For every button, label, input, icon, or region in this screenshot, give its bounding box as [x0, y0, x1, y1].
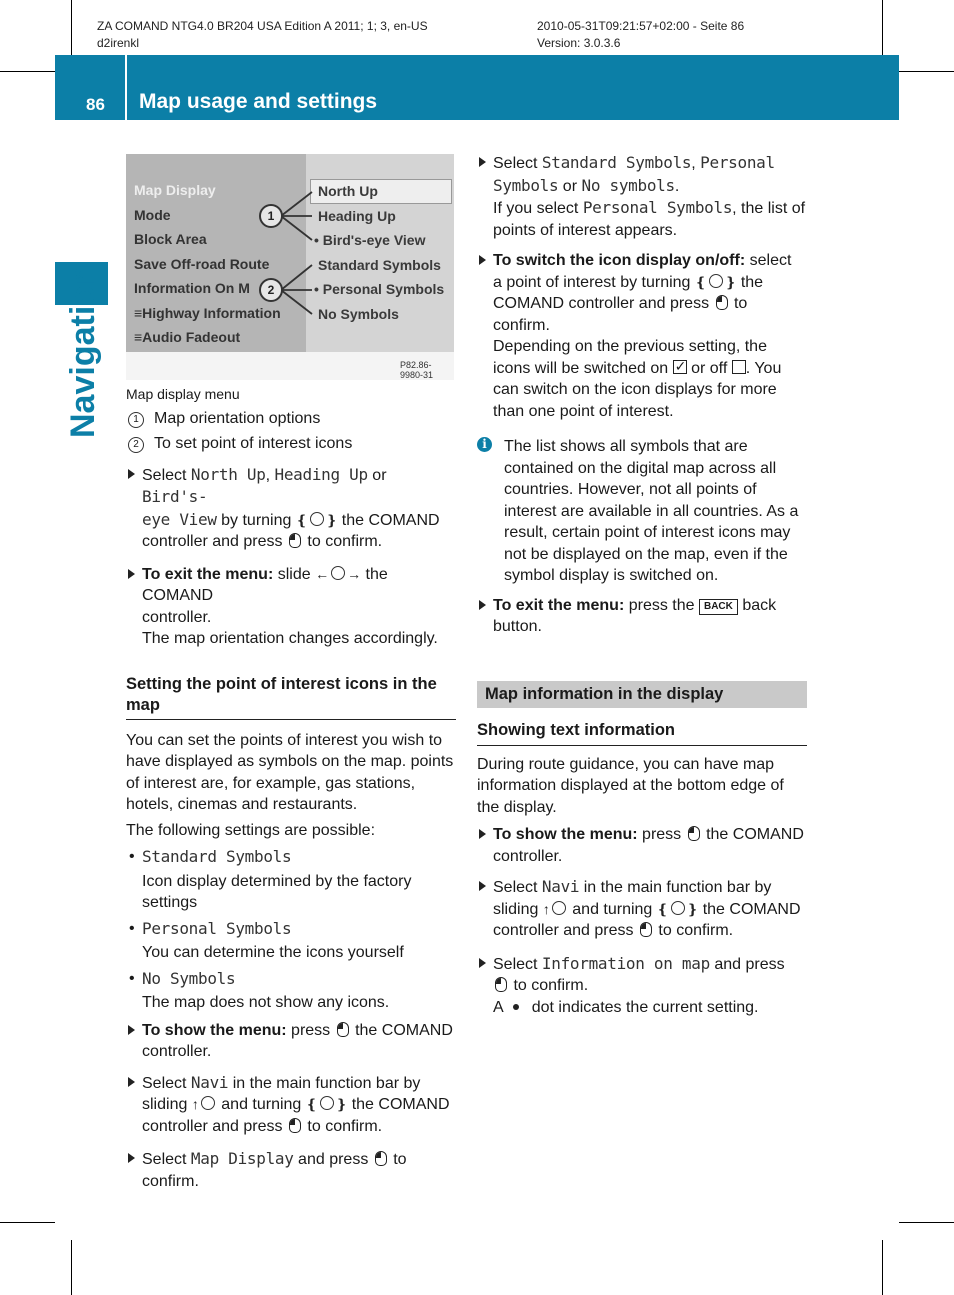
turn-controller-icon: ❴ ❵ — [694, 273, 737, 290]
option-code: Symbols — [493, 175, 559, 195]
text: Depending on the previous setting, the — [493, 338, 767, 355]
screenshot-option: • Personal Symbols — [314, 281, 445, 297]
text: COMAND controller and press — [493, 295, 710, 312]
press-controller-icon — [688, 826, 700, 841]
legend-number: 2 — [128, 437, 144, 453]
option-item — [126, 968, 456, 1014]
text: controller. — [142, 608, 212, 626]
text: to — [393, 1151, 407, 1168]
option-desc: You can determine the icons yourself — [142, 944, 404, 961]
text: confirm. — [142, 1172, 199, 1190]
legend-text: To set point of interest icons — [154, 435, 353, 452]
text: Select — [493, 955, 538, 973]
screenshot-menu-item: Map Display — [134, 182, 216, 198]
meta-line: Version: 3.0.3.6 — [537, 36, 621, 50]
crop-mark — [899, 1222, 954, 1223]
screenshot-option: No Symbols — [318, 306, 399, 322]
text: can switch on the icon displays for more — [493, 381, 777, 398]
text: and press — [714, 955, 785, 973]
paragraph: During route guidance, you can have map information displayed at the bottom edge of the display. — [477, 755, 784, 816]
text: . You — [745, 359, 782, 377]
screenshot-option: North Up — [318, 183, 378, 199]
option-code: Standard Symbols — [541, 153, 692, 172]
step-label: To exit the menu: — [493, 596, 625, 614]
press-controller-icon — [716, 295, 728, 310]
text: button. — [493, 618, 542, 635]
crop-mark — [899, 71, 954, 72]
print-meta-right — [537, 18, 744, 52]
option-code: Information on map — [541, 953, 710, 973]
text: or — [372, 466, 387, 484]
step — [477, 250, 807, 422]
legend-number: 1 — [128, 412, 144, 428]
option-name: • No Symbols — [142, 968, 236, 988]
legend-item — [126, 408, 456, 430]
crop-mark — [0, 71, 55, 72]
back-button-icon: BACK — [699, 599, 738, 615]
screenshot-menu-item: Block Area — [134, 231, 207, 247]
step — [477, 824, 807, 867]
text: controller. — [142, 1043, 212, 1060]
text: The map orientation changes accordingly. — [142, 630, 438, 647]
text: , the list of — [732, 200, 806, 217]
option-code: Navi — [541, 877, 580, 896]
crop-mark — [71, 1240, 72, 1295]
press-controller-icon — [289, 1118, 301, 1133]
text: by turning — [221, 511, 292, 529]
text: to confirm. — [658, 922, 734, 939]
callout-2: 2 — [259, 278, 283, 302]
text: the — [740, 273, 764, 291]
checkbox-checked-icon — [673, 360, 687, 374]
text: Select — [142, 466, 187, 484]
text: the COMAND — [341, 511, 440, 529]
text: If you select — [493, 200, 579, 217]
text: . — [674, 177, 680, 195]
press-controller-icon — [337, 1022, 349, 1037]
text: and turning — [221, 1096, 302, 1113]
screenshot-menu-item: ≡Highway Information — [134, 305, 281, 321]
press-controller-icon — [289, 533, 301, 548]
paragraph: The following settings are possible: — [126, 821, 376, 839]
step — [126, 464, 456, 553]
paragraph: You can set the points of interest you wish to have displayed as symbols on the map. points of interest are, for example, gas stations, hotels, cinemas and restaurants. — [126, 731, 454, 813]
text: in the main function bar by — [232, 1074, 421, 1092]
option-code: Personal — [700, 153, 775, 172]
option-item — [126, 846, 456, 914]
step-label: To show the menu: — [493, 826, 638, 843]
slide-up-controller-icon: ↑ — [543, 899, 568, 921]
step-label: To switch the icon display on/off: — [493, 252, 746, 269]
text: dot indicates the current setting. — [531, 998, 759, 1016]
option-desc: Icon display determined by the factory settings — [142, 872, 412, 911]
text: controller and press — [142, 533, 283, 550]
text: and turning — [572, 900, 653, 918]
text: a point of interest by turning — [493, 273, 691, 291]
text: , — [691, 155, 696, 172]
screenshot-option: Heading Up — [318, 208, 396, 224]
screenshot-option: Standard Symbols — [318, 257, 441, 273]
info-icon: i — [477, 437, 492, 452]
callout-lines — [126, 154, 454, 380]
step — [477, 876, 807, 942]
text: or off — [691, 359, 728, 377]
crop-mark — [71, 0, 72, 55]
print-meta-left — [97, 18, 428, 52]
step — [126, 564, 456, 650]
meta-line: ZA COMAND NTG4.0 BR204 USA Edition A 2011; 1; 3, en-US — [97, 19, 428, 33]
press-controller-icon — [375, 1151, 387, 1166]
option-code: Map Display — [190, 1149, 294, 1168]
text: sliding — [493, 900, 539, 918]
text: controller and press — [493, 922, 634, 939]
text: the COMAND — [355, 1021, 453, 1039]
text: sliding — [142, 1096, 188, 1113]
text: to confirm. — [307, 1117, 383, 1135]
text: A — [493, 998, 503, 1016]
text: the COMAND — [702, 900, 801, 918]
header-divider — [125, 55, 127, 120]
text: icons will be switched on — [493, 359, 669, 377]
turn-controller-icon: ❴ ❵ — [295, 511, 338, 528]
text: and press — [298, 1151, 369, 1168]
side-tab-label: Navigation — [64, 264, 102, 438]
screenshot-menu-item: Save Off-road Route — [134, 256, 270, 272]
legend-text: Map orientation options — [154, 409, 321, 427]
text: or — [562, 177, 578, 195]
right-column — [477, 152, 807, 1018]
text: Select — [493, 879, 538, 896]
text: the COMAND — [142, 565, 388, 604]
text: than one point of interest. — [493, 402, 674, 420]
section-heading: Map information in the display — [477, 681, 807, 709]
text: back — [742, 596, 777, 614]
figure-caption: Map display menu — [126, 386, 240, 402]
option-name: • Personal Symbols — [142, 918, 292, 938]
screenshot-code: P82.86-9980-31 — [400, 360, 434, 380]
option-code: Bird's- — [142, 487, 208, 506]
screenshot-menu-item: Mode — [134, 207, 171, 223]
text: to confirm. — [307, 533, 383, 550]
press-controller-icon — [495, 977, 507, 992]
step — [126, 1020, 456, 1063]
callout-1: 1 — [259, 204, 283, 228]
legend-item — [126, 433, 456, 455]
text: Select — [493, 155, 538, 172]
page-title: Map usage and settings — [139, 90, 378, 113]
text: Select — [142, 1074, 187, 1092]
crop-mark — [882, 0, 883, 55]
text: controller and press — [142, 1117, 283, 1135]
subsection-heading: Showing text information — [477, 720, 807, 746]
option-name: • Standard Symbols — [142, 847, 292, 866]
text: press — [291, 1021, 331, 1039]
option-code: Heading Up — [274, 464, 368, 484]
text: in the main function bar by — [583, 879, 772, 896]
crop-mark — [0, 1222, 55, 1223]
text: points of interest appears. — [493, 221, 678, 239]
step — [126, 1148, 456, 1192]
step-label: To show the menu: — [142, 1021, 287, 1039]
option-code: eye View — [142, 509, 217, 529]
subsection-heading: Setting the point of interest icons in the map — [126, 674, 456, 720]
slide-controller-icon: ← → — [315, 565, 362, 582]
option-code: No symbols — [581, 175, 675, 195]
text: controller. — [493, 847, 563, 865]
step-label: To exit the menu: — [142, 565, 274, 583]
option-code: North Up — [190, 464, 266, 484]
dot-indicator-icon — [513, 1004, 519, 1010]
press-controller-icon — [640, 922, 652, 937]
text: to — [733, 295, 748, 312]
text: select — [749, 252, 792, 269]
step — [126, 1072, 456, 1138]
meta-line: d2irenkl — [97, 36, 140, 50]
step — [477, 953, 807, 1019]
text: slide — [277, 565, 311, 583]
text: press — [642, 826, 682, 843]
option-code: Navi — [190, 1072, 229, 1092]
screenshot-option: • Bird's-eye View — [314, 232, 426, 248]
screenshot-menu-item: Information On M — [134, 280, 250, 296]
page-number: 86 — [86, 95, 105, 114]
text: , — [265, 466, 271, 484]
meta-line: 2010-05-31T09:21:57+02:00 - Seite 86 — [537, 19, 745, 33]
step — [477, 595, 807, 638]
screenshot-menu-item: ≡Audio Fadeout — [134, 329, 241, 345]
text: confirm. — [493, 316, 550, 334]
option-desc: The map does not show any icons. — [142, 994, 390, 1011]
turn-controller-icon: ❴ ❵ — [305, 1096, 348, 1112]
text: the COMAND — [351, 1096, 450, 1113]
map-display-screenshot — [126, 154, 454, 380]
option-code: Personal Symbols — [582, 198, 733, 217]
left-column — [126, 383, 456, 1192]
text: to confirm. — [513, 977, 589, 994]
option-item — [126, 918, 456, 964]
slide-up-controller-icon: ↑ — [192, 1094, 217, 1116]
checkbox-empty-icon — [732, 360, 746, 374]
info-note — [477, 436, 807, 587]
text: Select — [142, 1151, 187, 1168]
text: the COMAND — [706, 826, 804, 843]
text: press the — [628, 596, 695, 614]
crop-mark — [882, 1240, 883, 1295]
step — [477, 152, 807, 241]
info-text: The list shows all symbols that are contained on the digital map across all countries. However, not all points of interest are available in all countries. As a result, certain point of interest icons may not be displayed on the map, even if the symbol display is switched on. — [504, 438, 799, 584]
turn-controller-icon: ❴ ❵ — [656, 900, 699, 917]
